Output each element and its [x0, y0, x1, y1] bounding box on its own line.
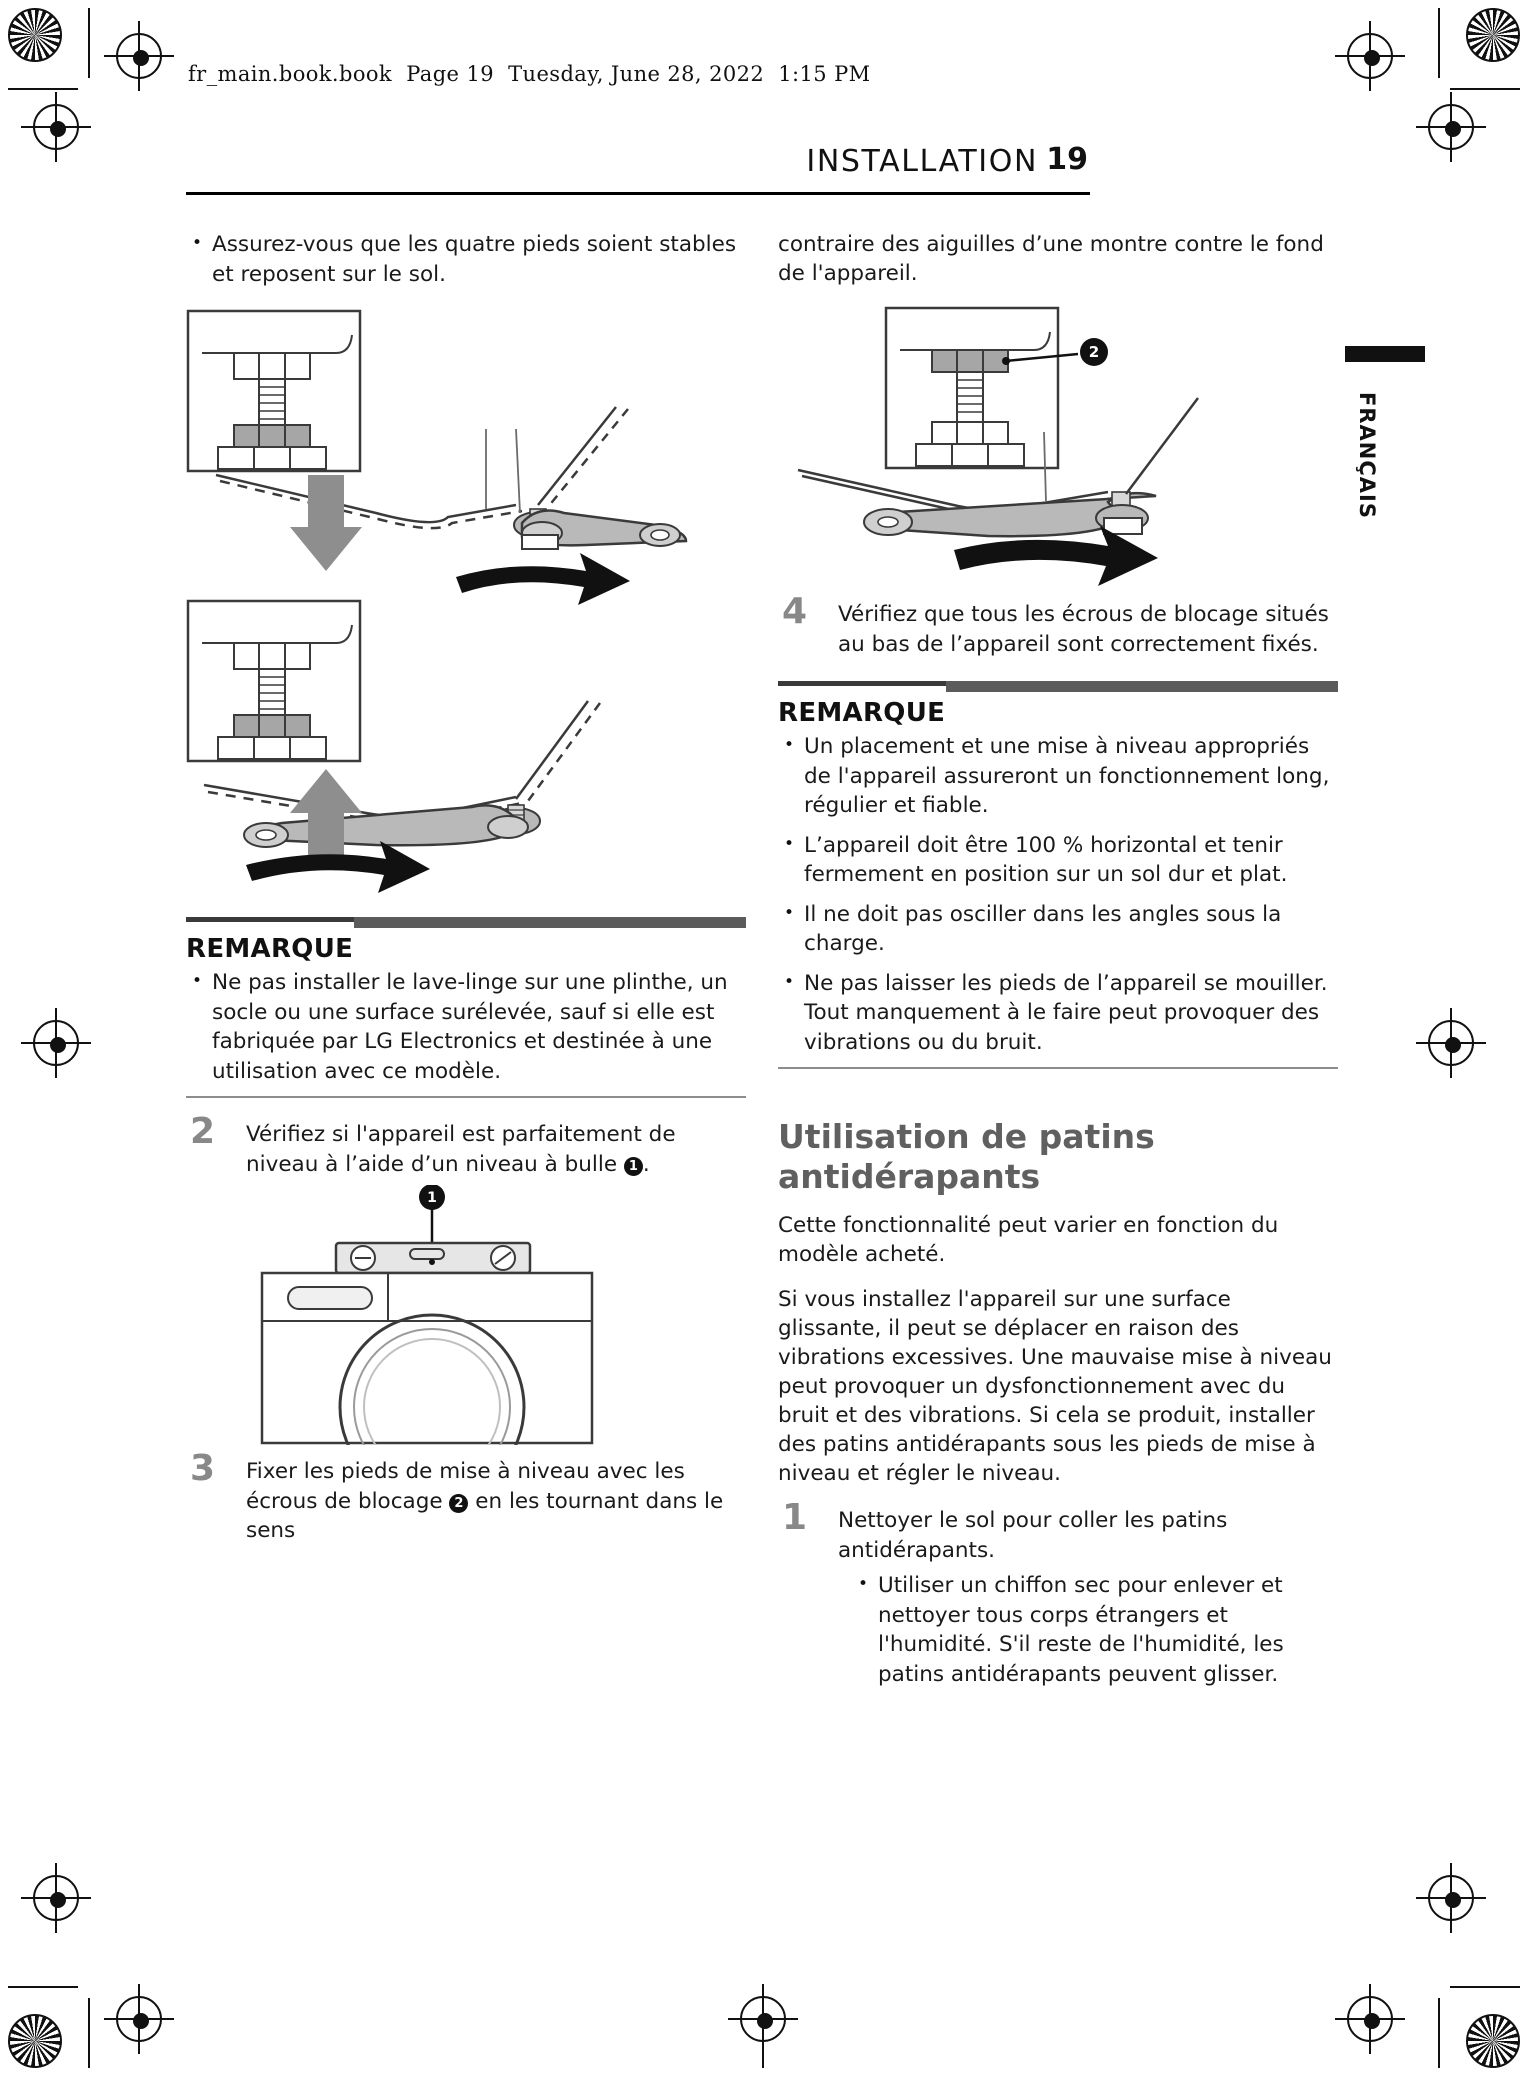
crop-line	[1438, 8, 1440, 78]
continuation-paragraph: contraire des aiguilles d’une montre contre le fond de l'appareil.	[778, 232, 1324, 286]
step-text: Nettoyer le sol pour coller les patins antidérapants.	[838, 1508, 1228, 1563]
step-text-after: en les tournant dans le sens	[246, 1488, 724, 1543]
washer-diagram	[220, 1185, 680, 1445]
corner-target-top-right	[1466, 8, 1520, 62]
list-item: • Ne pas laisser les pieds de l’appareil se mouiller. Tout manquement à le faire peut provoquer des vibrations ou du bruit.	[778, 969, 1338, 1058]
corner-target-bottom-left	[8, 2014, 62, 2068]
leveling-foot-diagram-up	[186, 599, 746, 899]
language-tab-label: FRANÇAIS	[1355, 392, 1379, 519]
right-column	[778, 230, 1338, 1699]
note-bullet-list	[186, 968, 746, 1086]
note-bottom-rule	[778, 1067, 1338, 1069]
note-top-bar	[186, 917, 746, 928]
section-paragraph-2: Si vous installez l'appareil sur une surface glissante, il peut se déplacer en raison des vibrations excessives. Une mauvaise mise à niveau peut provoquer un dysfonctionnement avec du bruit et des vibrations. Si cela se produit, installer des patins antidérapants sous les pieds de mise à niveau et régler le niveau.	[778, 1287, 1332, 1486]
step-number: 2	[190, 1111, 216, 1152]
left-top-bullet-list	[186, 230, 746, 289]
crop-line	[1450, 88, 1520, 90]
callout-marker-1: 1	[624, 1157, 643, 1176]
section-heading: Utilisation de patins antidérapants	[778, 1117, 1155, 1196]
step-text	[246, 1120, 746, 1179]
corner-target-bottom-right	[1466, 2014, 1520, 2068]
step-number: 3	[190, 1448, 216, 1489]
note-title: REMARQUE	[778, 698, 946, 728]
lock-nut-diagram	[778, 306, 1338, 596]
figure-leveling-foot-tighten	[186, 309, 746, 609]
step-1-antislip	[778, 1497, 1338, 1689]
crop-line	[8, 88, 78, 90]
leveling-foot-diagram-down	[186, 309, 746, 609]
crop-line	[762, 1996, 764, 2068]
list-item: • Assurez-vous que les quatre pieds soient stables et reposent sur le sol.	[186, 230, 746, 289]
note-bottom-rule	[186, 1096, 746, 1098]
section-paragraph-1: Cette fonctionnalité peut varier en fonction du modèle acheté.	[778, 1213, 1279, 1267]
note-title: REMARQUE	[186, 934, 354, 964]
page-number: 19	[1046, 142, 1088, 177]
step-text-before: Vérifiez si l'appareil est parfaitement de niveau à l’aide d’un niveau à bulle	[246, 1122, 676, 1177]
step-3	[186, 1448, 746, 1546]
crop-line	[8, 1986, 78, 1988]
list-item: • Il ne doit pas osciller dans les angles sous la charge.	[778, 900, 1338, 959]
figure-washer-with-level	[186, 1185, 746, 1445]
file-path-header: fr_main.book.book Page 19 Tuesday, June 28, 2022 1:15 PM	[188, 62, 871, 86]
step-2	[186, 1111, 746, 1179]
note-block-right	[778, 681, 1338, 1069]
step-text-before: Fixer les pieds de mise à niveau avec les écrous de blocage	[246, 1459, 685, 1514]
step-number: 1	[782, 1497, 808, 1538]
list-item: • Ne pas installer le lave-linge sur une plinthe, un socle ou une surface surélevée, sauf si elle est fabriquée par LG Electronics et destinée à une utilisation avec ce modèle.	[186, 968, 746, 1086]
step-text-after: .	[642, 1151, 650, 1177]
note-top-bar	[778, 681, 1338, 692]
title-divider	[186, 192, 1090, 195]
crop-line	[88, 8, 90, 78]
note-block-left	[186, 917, 746, 1098]
crop-line	[1450, 1986, 1520, 1988]
list-item: • Un placement et une mise à niveau appropriés de l'appareil assureront un fonctionnement long, régulier et fiable.	[778, 732, 1338, 821]
note-bullet-list	[778, 732, 1338, 1057]
figure-lock-nut-tighten	[778, 306, 1338, 596]
callout-marker-2: 2	[449, 1494, 468, 1513]
list-item: • Utiliser un chiffon sec pour enlever et nettoyer tous corps étrangers et l'humidité. S'il reste de l'humidité, les patins antidérapants peuvent glisser.	[852, 1571, 1338, 1689]
page-title: INSTALLATION	[806, 144, 1038, 179]
step-bullet-list	[838, 1571, 1338, 1689]
crop-line	[88, 1998, 90, 2068]
step-number: 4	[782, 591, 808, 632]
figure-leveling-foot-loosen	[186, 599, 746, 899]
left-column	[186, 230, 746, 1546]
corner-target-top-left	[8, 8, 62, 62]
step-text	[246, 1457, 746, 1546]
svg-text:1: 1	[427, 1190, 437, 1206]
crop-line	[1438, 1998, 1440, 2068]
svg-text:2: 2	[1088, 343, 1100, 361]
step-text: Vérifiez que tous les écrous de blocage situés au bas de l’appareil sont correctement fixés.	[838, 602, 1329, 657]
list-item: • L’appareil doit être 100 % horizontal et tenir fermement en position sur un sol dur et plat.	[778, 831, 1338, 890]
step-4	[778, 591, 1338, 659]
language-tab-bar	[1345, 346, 1425, 362]
